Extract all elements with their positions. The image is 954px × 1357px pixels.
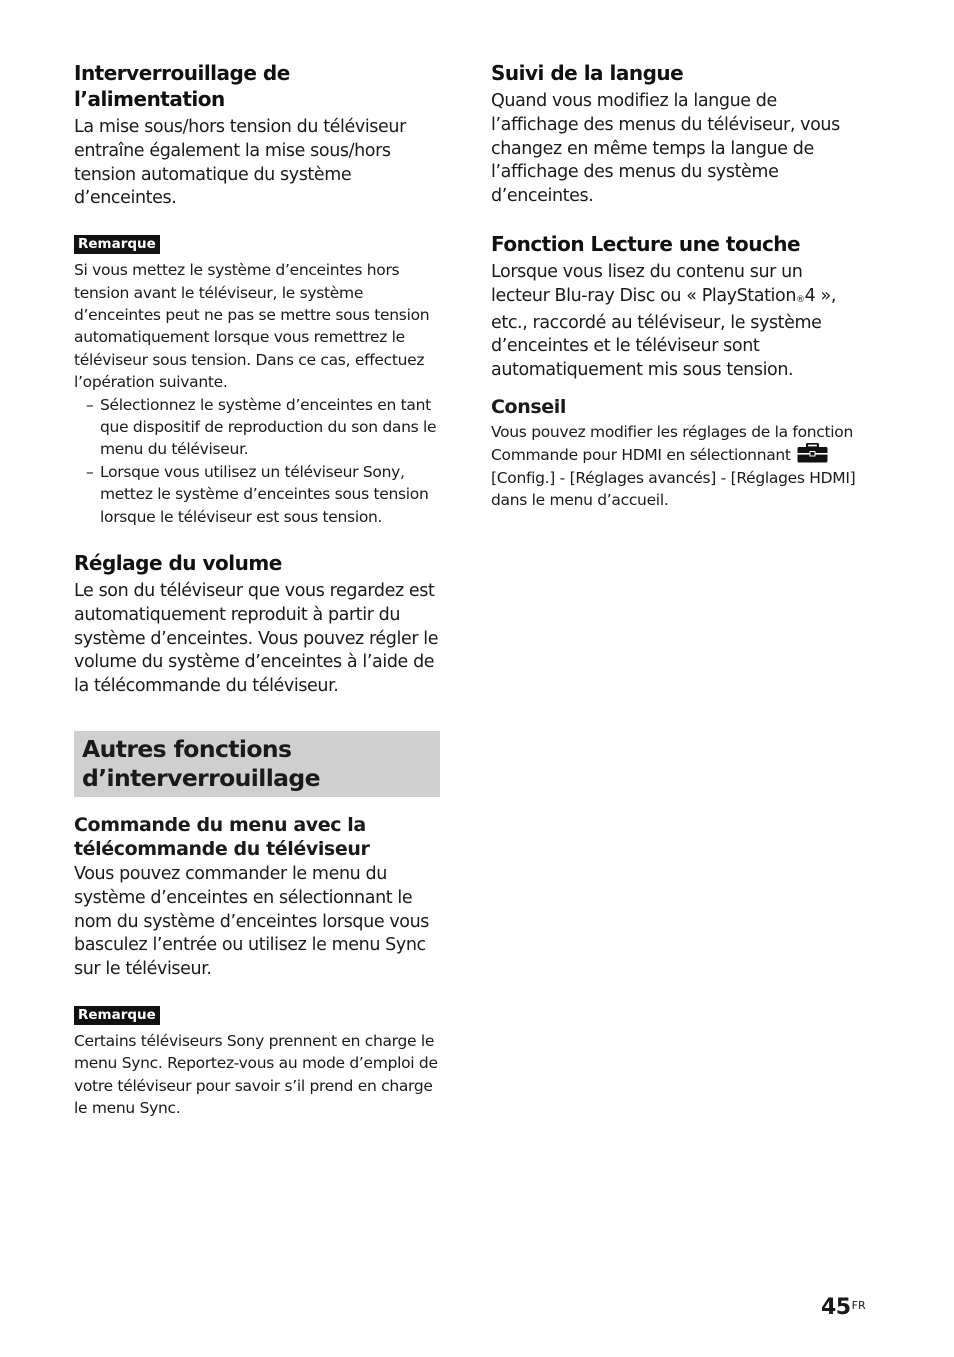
note-menu-control: Certains téléviseurs Sony prennent en charge le menu Sync. Reportez-vous au mode d’emploi de votre téléviseur pour savoir s’il prend en charge le menu Sync. — [74, 1032, 438, 1118]
section-power-interlock — [74, 60, 442, 528]
list-item: – Lorsque vous utilisez un téléviseur Sony, mettez le système d’enceintes sous tension lorsque le téléviseur est sous tension. — [86, 462, 429, 526]
section-volume — [74, 550, 442, 699]
note-badge: Remarque — [74, 235, 160, 254]
page-lang: FR — [851, 1299, 866, 1312]
heading-power-interlock: Interverrouillage de l’alimentation — [74, 61, 290, 111]
left-column — [74, 60, 442, 1120]
note-badge: Remarque — [74, 1006, 160, 1025]
list-item: – Sélectionnez le système d’enceintes en tant que dispositif de reproduction du son dans le menu du téléviseur. — [86, 395, 437, 459]
paragraph-power-interlock: La mise sous/hors tension du téléviseur entraîne également la mise sous/hors tension automatique du système d’enceintes. — [74, 117, 406, 209]
section-tip — [491, 395, 863, 512]
right-column — [491, 60, 863, 512]
heading-tip: Conseil — [491, 395, 566, 418]
section-banner — [74, 731, 440, 797]
section-one-touch-play — [491, 231, 863, 383]
registered-mark: ® — [796, 294, 805, 305]
heading-one-touch-play: Fonction Lecture une touche — [491, 231, 801, 256]
section-language-follow — [491, 60, 863, 209]
paragraph-tip: Vous pouvez modifier les réglages de la fonction Commande pour HDMI en sélectionnant [Config.] - [Réglages avancés] - [Réglages HDMI] dans le menu d’accueil. — [491, 422, 856, 510]
section-menu-control — [74, 813, 442, 1120]
paragraph-menu-control: Vous pouvez commander le menu du système d’enceintes en sélectionnant le nom du système d’enceintes lorsque vous basculez l’entrée ou utilisez le menu Sync sur le téléviseur. — [74, 864, 430, 980]
banner-title: Autres fonctions d’interverrouillage — [82, 735, 320, 793]
note-bullet-list — [74, 394, 442, 528]
paragraph-volume: Le son du téléviseur que vous regardez est automatiquement reproduit à partir du système d’enceintes. Vous pouvez régler le volume du système d’enceintes à l’aide de la télécommande du téléviseur. — [74, 581, 439, 697]
paragraph-language-follow: Quand vous modifiez la langue de l’affichage des menus du téléviseur, vous changez en même temps la langue de l’affichage des menus du système d’enceintes. — [491, 91, 840, 207]
heading-volume: Réglage du volume — [74, 551, 282, 576]
heading-language-follow: Suivi de la langue — [491, 61, 684, 85]
toolbox-icon — [797, 443, 828, 463]
note-power-interlock: Si vous mettez le système d’enceintes hors tension avant le téléviseur, le système d’enceintes peut ne pas se mettre sous tension automatiquement lorsque vous remettrez le téléviseur sous tension. Dans ce cas, effectuez l’opération suivante. — [74, 261, 430, 392]
heading-menu-control: Commande du menu avec la télécommande du téléviseur — [74, 814, 370, 861]
page-number: $45^{FR}$ — [821, 1295, 866, 1320]
paragraph-one-touch-play: Lorsque vous lisez du contenu sur un lecteur Blu-ray Disc ou « PlayStation®4 », etc., raccordé au téléviseur, le système d’enceintes et le téléviseur sont automatiquement mis sous tension. — [491, 261, 837, 381]
